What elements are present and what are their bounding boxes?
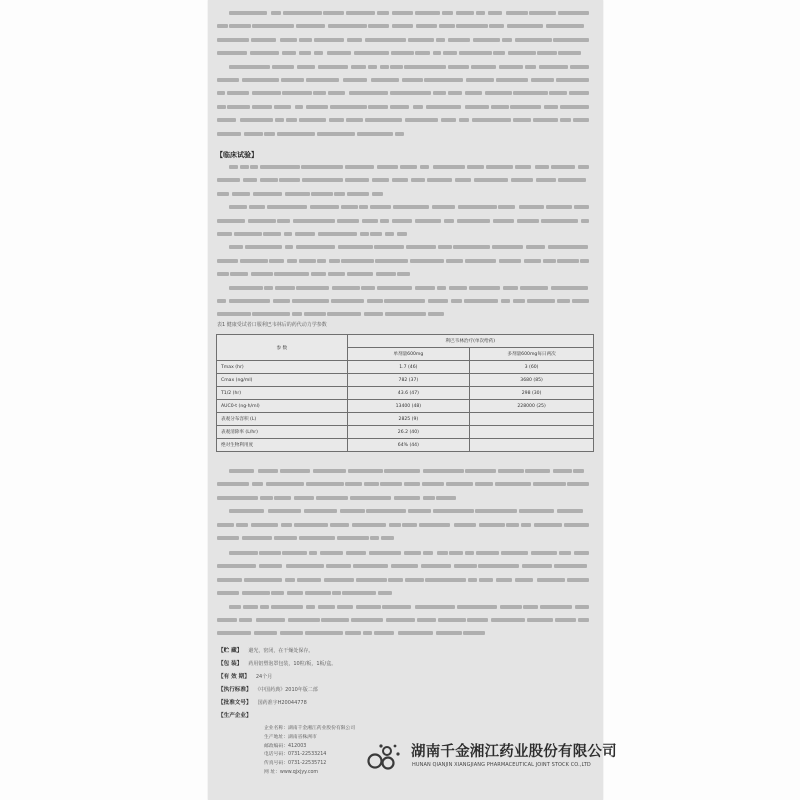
small-print-line bbox=[217, 520, 593, 530]
table-subheader-single: 单剂量600mg bbox=[347, 348, 470, 361]
small-print-line bbox=[217, 202, 593, 212]
company-logo bbox=[367, 739, 627, 779]
manufacturer-heading: 【生产企业】 bbox=[218, 713, 252, 719]
small-print-line bbox=[217, 242, 593, 252]
small-print-line bbox=[217, 256, 593, 266]
mfr-postcode: 邮政编码：412003 bbox=[264, 743, 307, 749]
table-cell-param: 绝对生物利用度 bbox=[217, 439, 348, 452]
table-cell-param: Cmax (ng/ml) bbox=[217, 374, 348, 387]
table-cell-param: 表观分布容积 (L) bbox=[217, 413, 348, 426]
package-row: 【包 装】 药用铝塑泡罩包装，10粒/板，1板/盒。 bbox=[218, 661, 337, 667]
small-print-line bbox=[217, 102, 593, 112]
pharmacokinetics-table bbox=[216, 334, 594, 452]
small-print-line bbox=[217, 189, 593, 199]
table-header-param: 参 数 bbox=[217, 335, 348, 361]
small-print-line bbox=[217, 506, 593, 516]
manufacturer-details bbox=[264, 724, 355, 777]
small-print-line bbox=[217, 466, 593, 476]
small-print-line bbox=[217, 62, 593, 72]
shelf-life-row: 【有 效 期】 24个月 bbox=[218, 674, 273, 680]
mfr-company: 企业名称：湖南千金湘江药业股份有限公司 bbox=[264, 726, 356, 731]
table-cell-single: 782 (37) bbox=[347, 374, 470, 387]
small-print-line bbox=[217, 561, 593, 571]
table-subheader-multi: 多剂量600mg每日两次 bbox=[470, 348, 594, 361]
small-print-line bbox=[217, 229, 593, 239]
mfr-address: 生产地址：湖南省株洲市 bbox=[264, 734, 317, 740]
table-header-group: 利巴韦林治疗(单次给药) bbox=[347, 335, 593, 348]
table-cell-param: Tmax (hr) bbox=[217, 361, 348, 374]
small-print-line bbox=[217, 216, 593, 226]
small-print-line bbox=[217, 88, 593, 98]
small-print-line bbox=[217, 575, 593, 585]
table-cell-single: 26.2 (40) bbox=[347, 426, 470, 439]
small-print-line bbox=[217, 283, 593, 293]
small-print-line bbox=[217, 269, 593, 279]
text-block-intro bbox=[217, 8, 593, 142]
small-print-line bbox=[217, 588, 593, 598]
table-cell-multi: 3 (60) bbox=[470, 361, 594, 374]
package-insert-sheet bbox=[208, 0, 603, 800]
small-print-line bbox=[217, 479, 593, 489]
text-block-metabolism bbox=[217, 466, 593, 546]
table-cell-multi: 298 (30) bbox=[470, 387, 594, 400]
brand-name-en: HUNAN QIANJIN XIANGJIANG PHARMACEUTICAL JOINT STOCK CO.,LTD bbox=[412, 762, 591, 768]
small-print-line bbox=[217, 296, 593, 306]
small-print-line bbox=[217, 309, 593, 319]
text-block-interactions bbox=[217, 548, 593, 642]
small-print-line bbox=[217, 35, 593, 45]
table-cell-multi: 3680 (85) bbox=[470, 374, 594, 387]
table-caption: 表1 健康受试者口服利巴韦林后的药代动力学参数 bbox=[217, 322, 327, 328]
small-print-line bbox=[217, 115, 593, 125]
table-row bbox=[217, 439, 594, 452]
small-print-line bbox=[217, 175, 593, 185]
table-cell-single: 13400 (48) bbox=[347, 400, 470, 413]
approval-row: 【批准文号】 国药准字H20044778 bbox=[218, 700, 307, 706]
small-print-line bbox=[217, 602, 593, 612]
table-row bbox=[217, 387, 594, 400]
table-cell-single: 43.6 (47) bbox=[347, 387, 470, 400]
section-heading-clinical: 【临床试验】 bbox=[216, 151, 258, 159]
mfr-fax: 传真号码：0731-22535712 bbox=[264, 761, 327, 767]
storage-row: 【贮 藏】 避光，密闭，在干燥处保存。 bbox=[218, 648, 314, 654]
table-row bbox=[217, 413, 594, 426]
table-row bbox=[217, 361, 594, 374]
table-cell-single: 2825 (9) bbox=[347, 413, 470, 426]
small-print-line bbox=[217, 129, 593, 139]
small-print-line bbox=[217, 533, 593, 543]
mfr-phone: 电话号码：0731-22533214 bbox=[264, 752, 327, 758]
small-print-line bbox=[217, 8, 593, 18]
table-cell-multi bbox=[470, 439, 594, 452]
table-cell-single: 1.7 (46) bbox=[347, 361, 470, 374]
company-logo-icon bbox=[367, 741, 409, 775]
small-print-line bbox=[217, 628, 593, 638]
table-cell-param: AUC0-t (ng·h/ml) bbox=[217, 400, 348, 413]
small-print-line bbox=[217, 75, 593, 85]
mfr-website: 网 址：www.qjxjyy.com bbox=[264, 769, 319, 775]
standard-row: 【执行标准】 《中国药典》2010年版二部 bbox=[218, 687, 318, 693]
small-print-line bbox=[217, 21, 593, 31]
table-cell-param: T1/2 (hr) bbox=[217, 387, 348, 400]
table-cell-multi: 228000 (25) bbox=[470, 400, 594, 413]
brand-name-cn: 湖南千金湘江药业股份有限公司 bbox=[411, 744, 617, 760]
small-print-line bbox=[217, 48, 593, 58]
table-cell-single: 64% (44) bbox=[347, 439, 470, 452]
small-print-line bbox=[217, 493, 593, 503]
table-cell-multi bbox=[470, 426, 594, 439]
table-row bbox=[217, 400, 594, 413]
table-cell-param: 表观清除率 (L/hr) bbox=[217, 426, 348, 439]
table-cell-multi bbox=[470, 413, 594, 426]
table-row bbox=[217, 426, 594, 439]
small-print-line bbox=[217, 548, 593, 558]
small-print-line bbox=[217, 162, 593, 172]
small-print-line bbox=[217, 615, 593, 625]
table-row bbox=[217, 374, 594, 387]
text-block-clinical bbox=[217, 162, 593, 323]
